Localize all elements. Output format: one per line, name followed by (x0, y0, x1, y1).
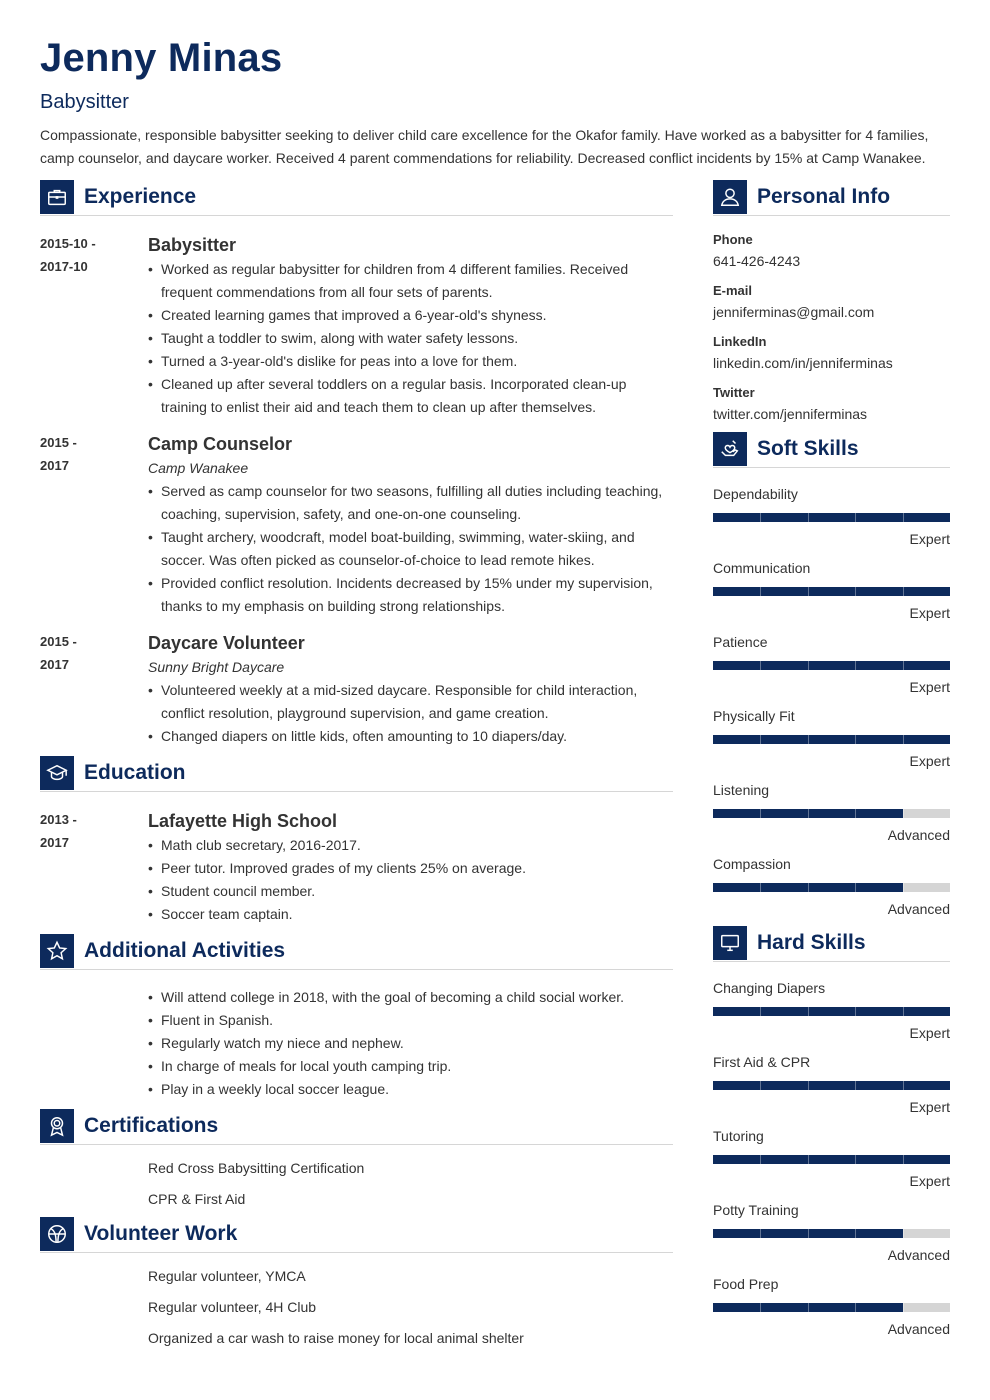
experience-entry-subtitle: Camp Wanakee (148, 460, 249, 476)
soft-skills-list (713, 484, 950, 920)
skill-bar-segment-divider (760, 809, 761, 818)
volunteer-item: Regular volunteer, 4H Club (148, 1299, 317, 1315)
skill-level-bar (713, 809, 950, 818)
skill-level-fill (713, 513, 950, 522)
certifications-header (40, 1109, 673, 1145)
experience-bullets (148, 679, 673, 748)
info-value-email: jenniferminas@gmail.com (713, 304, 875, 320)
skill-level-label: Expert (909, 753, 950, 769)
bullet-item: • Volunteered weekly at a mid-sized daycare. Responsible for child interaction, conflict resolution, playground supervision, and game creation. (148, 679, 673, 725)
skill-bar-segment-divider (903, 1155, 904, 1164)
skill-bar-segment-divider (808, 513, 809, 522)
bullet-item: • Student council member. (148, 880, 673, 903)
activity-item: • In charge of meals for local youth camping trip. (148, 1055, 673, 1078)
skill-name: Patience (713, 634, 768, 650)
hard-skills-header (713, 926, 950, 962)
hand-heart-icon (713, 432, 747, 466)
skill-bar-segment-divider (808, 661, 809, 670)
bullet-item: • Worked as regular babysitter for children from 4 different families. Received frequent commendations from all four sets of parents. (148, 258, 673, 304)
skill-bar-segment-divider (760, 1007, 761, 1016)
experience-bullets (148, 480, 673, 618)
skill-name: Compassion (713, 856, 791, 872)
info-value-linkedin: linkedin.com/in/jenniferminas (713, 355, 893, 371)
bullet-item: • Soccer team captain. (148, 903, 673, 926)
soft_skills-item (713, 854, 950, 920)
ball-icon (40, 1217, 74, 1251)
certifications-list (40, 1153, 673, 1215)
skill-bar-segment-divider (855, 735, 856, 744)
skill-bar-segment-divider (903, 1081, 904, 1090)
skill-bar-segment-divider (903, 1229, 904, 1238)
education-entry (40, 808, 673, 926)
skill-level-bar (713, 587, 950, 596)
skill-level-label: Expert (909, 1025, 950, 1041)
main-column (40, 180, 673, 1354)
skill-bar-segment-divider (760, 1303, 761, 1312)
education-bullets (148, 834, 673, 926)
info-label-email: E-mail (713, 283, 753, 298)
volunteer-item: Organized a car wash to raise money for local animal shelter (148, 1330, 524, 1346)
soft_skills-item (713, 706, 950, 772)
skill-name: Physically Fit (713, 708, 795, 724)
skill-name: Listening (713, 782, 770, 798)
experience-entry-title: Daycare Volunteer (148, 633, 305, 653)
skill-bar-segment-divider (855, 513, 856, 522)
info-value-twitter: twitter.com/jenniferminas (713, 406, 868, 422)
activities-list (148, 986, 673, 1101)
personal-info-section (713, 180, 950, 426)
experience-entry-title: Camp Counselor (148, 434, 293, 454)
soft_skills-item (713, 632, 950, 698)
volunteer-item: Regular volunteer, YMCA (148, 1268, 306, 1284)
skill-bar-segment-divider (855, 587, 856, 596)
skill-bar-segment-divider (760, 1155, 761, 1164)
hard-skills-title: Hard Skills (757, 931, 866, 954)
skill-bar-segment-divider (855, 661, 856, 670)
activity-item: • Will attend college in 2018, with the goal of becoming a child social worker. (148, 986, 673, 1009)
bullet-item: • Peer tutor. Improved grades of my clients 25% on average. (148, 857, 673, 880)
experience-list (40, 232, 673, 748)
skill-level-label: Advanced (887, 1321, 950, 1337)
skill-bar-segment-divider (855, 1081, 856, 1090)
skill-level-label: Expert (909, 1099, 950, 1115)
soft-skills-header (713, 432, 950, 468)
skill-level-label: Advanced (887, 1247, 950, 1263)
job-title: Babysitter (40, 91, 129, 113)
skill-level-fill (713, 1155, 950, 1164)
activities-title: Additional Activities (84, 939, 286, 962)
volunteer-title: Volunteer Work (84, 1222, 238, 1245)
skill-bar-segment-divider (855, 883, 856, 892)
experience-body (148, 431, 673, 618)
skill-level-fill (713, 1007, 950, 1016)
education-date: 2013 - 2017 (40, 812, 77, 850)
personal-info-list (713, 230, 950, 426)
skill-name: Potty Training (713, 1202, 799, 1218)
skill-bar-segment-divider (808, 1155, 809, 1164)
skill-bar-segment-divider (760, 1081, 761, 1090)
bullet-item: • Provided conflict resolution. Incidents decreased by 15% under my supervision, thanks to my emphasis on building strong relationships. (148, 572, 673, 618)
experience-header (40, 180, 673, 216)
skill-name: Food Prep (713, 1276, 779, 1292)
skill-bar-segment-divider (760, 883, 761, 892)
hard_skills-item (713, 1200, 950, 1266)
education-section (40, 756, 673, 926)
education-header (40, 756, 673, 792)
experience-entry-subtitle: Sunny Bright Daycare (148, 659, 285, 675)
skill-level-bar (713, 735, 950, 744)
certifications-title: Certifications (84, 1114, 219, 1137)
info-label-linkedin: LinkedIn (713, 334, 767, 349)
soft-skills-title: Soft Skills (757, 437, 859, 460)
skill-level-label: Expert (909, 605, 950, 621)
skill-level-label: Expert (909, 679, 950, 695)
monitor-icon (713, 926, 747, 960)
activities-header (40, 934, 673, 970)
skill-level-label: Advanced (887, 827, 950, 843)
skill-name: Dependability (713, 486, 798, 502)
skill-bar-segment-divider (760, 587, 761, 596)
experience-body (148, 232, 673, 419)
bullet-item: • Changed diapers on little kids, often amounting to 10 diapers/day. (148, 725, 673, 748)
skill-level-fill (713, 735, 950, 744)
soft_skills-item (713, 780, 950, 846)
experience-bullets (148, 258, 673, 419)
skill-bar-segment-divider (903, 1303, 904, 1312)
bullet-item: • Taught archery, woodcraft, model boat-building, swimming, water-skiing, and soccer. Was often picked as counselor-of-choice to lead remote hikes. (148, 526, 673, 572)
skill-bar-segment-divider (760, 735, 761, 744)
skill-level-bar (713, 1229, 950, 1238)
summary: Compassionate, responsible babysitter seeking to deliver child care excellence for the Okafor family. Have worked as a babysitter for 4 families, camp counselor, and daycare worker. Received 4 parent commendations for reliability. Decreased conflict incidents by 15% at Camp Wanakee. (40, 127, 929, 166)
certifications-section (40, 1109, 673, 1215)
skill-bar-segment-divider (855, 1229, 856, 1238)
skill-level-bar (713, 1155, 950, 1164)
skill-bar-segment-divider (903, 735, 904, 744)
skill-bar-segment-divider (903, 513, 904, 522)
skill-level-bar (713, 513, 950, 522)
experience-entry (40, 431, 673, 618)
skill-bar-segment-divider (855, 1155, 856, 1164)
experience-body (148, 630, 673, 748)
education-body (148, 808, 673, 926)
volunteer-header (40, 1217, 673, 1253)
hard_skills-item (713, 1052, 950, 1118)
personal-info-title: Personal Info (757, 185, 891, 208)
briefcase-icon (40, 180, 74, 214)
skill-name: Changing Diapers (713, 980, 826, 996)
experience-date: 2015 - 2017 (40, 634, 77, 672)
activities-section (40, 934, 673, 1101)
certification-item: CPR & First Aid (148, 1191, 246, 1207)
bullet-item: • Cleaned up after several toddlers on a regular basis. Incorporated clean-up training to enlist their aid and teach them to clean up after themselves. (148, 373, 673, 419)
volunteer-list (40, 1261, 673, 1354)
skill-level-label: Advanced (887, 901, 950, 917)
skill-bar-segment-divider (808, 1081, 809, 1090)
personal-info-header (713, 180, 950, 216)
bullet-item: • Taught a toddler to swim, along with water safety lessons. (148, 327, 673, 350)
skill-name: Communication (713, 560, 811, 576)
skill-bar-segment-divider (808, 587, 809, 596)
skill-level-fill (713, 1081, 950, 1090)
skill-level-fill (713, 661, 950, 670)
skill-bar-segment-divider (903, 661, 904, 670)
education-title: Education (84, 761, 186, 784)
hard-skills-list (713, 978, 950, 1340)
skill-bar-segment-divider (855, 1303, 856, 1312)
experience-date: 2015 - 2017 (40, 435, 77, 473)
skill-bar-segment-divider (760, 513, 761, 522)
skill-level-bar (713, 1303, 950, 1312)
skill-level-bar (713, 883, 950, 892)
experience-title: Experience (84, 185, 197, 208)
bullet-item: • Turned a 3-year-old's dislike for peas into a love for them. (148, 350, 673, 373)
graduation-cap-icon (40, 756, 74, 790)
experience-date: 2015-10 - 2017-10 (40, 236, 96, 274)
skill-bar-segment-divider (760, 1229, 761, 1238)
certification-item: Red Cross Babysitting Certification (148, 1160, 365, 1176)
skill-level-fill (713, 587, 950, 596)
activity-item: • Play in a weekly local soccer league. (148, 1078, 673, 1101)
skill-level-label: Expert (909, 531, 950, 547)
soft-skills-section (713, 432, 950, 920)
soft_skills-item (713, 484, 950, 550)
star-icon (40, 934, 74, 968)
skill-bar-segment-divider (903, 1007, 904, 1016)
bullet-item: • Math club secretary, 2016-2017. (148, 834, 673, 857)
skill-level-bar (713, 1007, 950, 1016)
activity-item: • Fluent in Spanish. (148, 1009, 673, 1032)
activity-item: • Regularly watch my niece and nephew. (148, 1032, 673, 1055)
hard_skills-item (713, 1126, 950, 1192)
skill-bar-segment-divider (855, 1007, 856, 1016)
experience-entry (40, 232, 673, 419)
info-value-phone: 641-426-4243 (713, 253, 801, 269)
experience-section (40, 180, 673, 748)
bullet-item: • Served as camp counselor for two seasons, fulfilling all duties including teaching, coaching, supervision, safety, and one-on-one counseling. (148, 480, 673, 526)
experience-entry-title: Babysitter (148, 235, 237, 255)
skill-name: Tutoring (713, 1128, 764, 1144)
person-icon (713, 180, 747, 214)
side-column (713, 180, 950, 1348)
skill-bar-segment-divider (855, 809, 856, 818)
skill-bar-segment-divider (903, 587, 904, 596)
candidate-name: Jenny Minas (40, 36, 283, 80)
skill-bar-segment-divider (808, 1229, 809, 1238)
skill-bar-segment-divider (760, 661, 761, 670)
skill-level-label: Expert (909, 1173, 950, 1189)
education-list (40, 808, 673, 926)
skill-bar-segment-divider (808, 1007, 809, 1016)
skill-bar-segment-divider (808, 809, 809, 818)
info-label-phone: Phone (713, 232, 753, 247)
skill-level-bar (713, 1081, 950, 1090)
skill-bar-segment-divider (903, 883, 904, 892)
skill-name: First Aid & CPR (713, 1054, 811, 1070)
skill-level-bar (713, 661, 950, 670)
hard_skills-item (713, 1274, 950, 1340)
bullet-item: • Created learning games that improved a 6-year-old's shyness. (148, 304, 673, 327)
skill-bar-segment-divider (903, 809, 904, 818)
skill-bar-segment-divider (808, 735, 809, 744)
hard-skills-section (713, 926, 950, 1340)
experience-entry (40, 630, 673, 748)
award-ribbon-icon (40, 1109, 74, 1143)
info-label-twitter: Twitter (713, 385, 755, 400)
education-entry-title: Lafayette High School (148, 811, 338, 831)
volunteer-section (40, 1217, 673, 1354)
soft_skills-item (713, 558, 950, 624)
skill-bar-segment-divider (808, 1303, 809, 1312)
skill-bar-segment-divider (808, 883, 809, 892)
hard_skills-item (713, 978, 950, 1044)
